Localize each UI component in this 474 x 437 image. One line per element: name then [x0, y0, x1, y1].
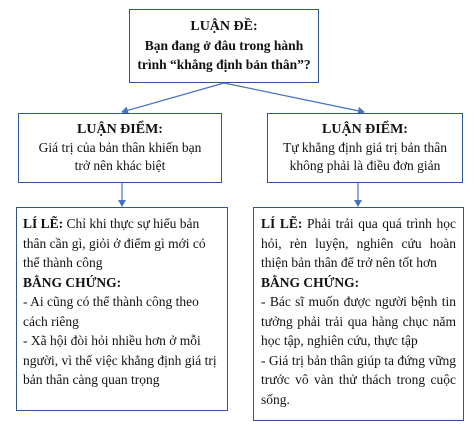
right-evidence-item: - Bác sĩ muốn được người bệnh tin tưởng phải trải qua hàng chục năm học tập, nghiên cứu, thực tập: [261, 294, 456, 348]
left-evidence-label: BẰNG CHỨNG:: [23, 274, 122, 290]
thesis-box: [129, 9, 319, 83]
right-point-line-2: không phải là điều đơn giản: [289, 158, 441, 173]
left-point-box: [18, 113, 222, 183]
thesis-line-2: trình “khẳng định bản thân”?: [137, 57, 311, 72]
left-point-heading: LUẬN ĐIỂM:: [77, 122, 163, 137]
right-point-heading: LUẬN ĐIỂM:: [322, 122, 408, 137]
right-point-box: [267, 113, 463, 183]
thesis-heading: LUẬN ĐỀ:: [190, 19, 258, 34]
left-point-line-1: Giá trị của bản thân khiến bạn: [38, 140, 202, 155]
right-detail-box: [253, 207, 464, 421]
right-reason: [261, 214, 456, 273]
left-detail-box: [16, 207, 228, 411]
thesis-line-1: Bạn đang ở đâu trong hành: [144, 38, 304, 53]
right-reason-label: LÍ LẼ:: [261, 216, 303, 231]
left-evidence-item: - Ai cũng có thể thành công theo cách riêng: [23, 294, 199, 329]
arrow-root-to-left-point: [122, 83, 224, 112]
right-evidence-item: - Giá trị bản thân giúp ta đứng vững trước vô vàn thử thách trong cuộc sống.: [261, 352, 456, 407]
left-reason-text: Chỉ khi thực sự hiểu bản thân cần gì, giỏi ở điểm gì mới có thể thành công: [23, 216, 206, 270]
left-evidence-item: - Xã hội đòi hỏi nhiều hơn ở mỗi người, vì thế việc khẳng định giá trị bản thân càng quan trọng: [23, 333, 217, 387]
right-evidence-label: BẰNG CHỨNG:: [261, 274, 360, 290]
left-reason: [23, 214, 221, 273]
right-reason-text: Phải trải qua quá trình học hỏi, rèn luyện, nghiên cứu hoàn thiện bản thân để trở nên tốt hơn: [261, 216, 456, 270]
right-point-line-1: Tự khẳng định giá trị bản thân: [282, 140, 448, 155]
left-reason-label: LÍ LẼ:: [23, 216, 64, 231]
arrow-root-to-right-point: [224, 83, 364, 112]
left-point-line-2: trở nên khác biệt: [74, 158, 166, 173]
